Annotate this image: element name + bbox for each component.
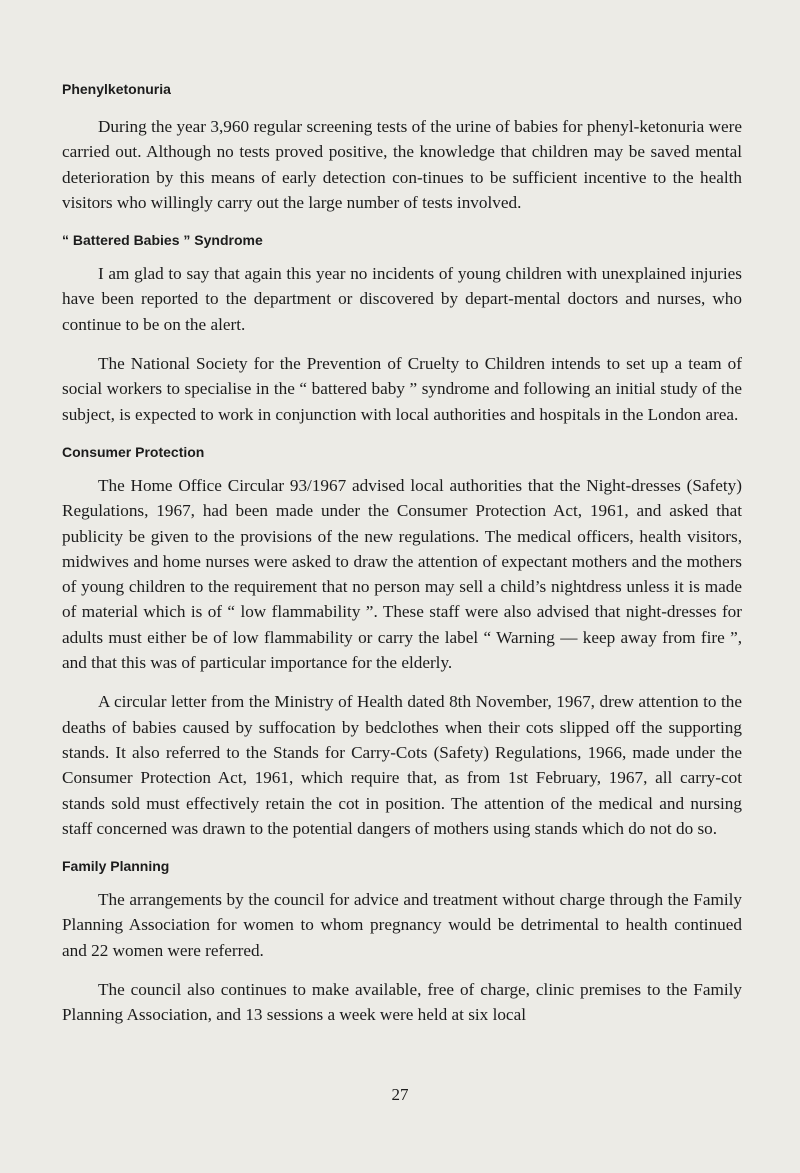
paragraph-family-planning-2: The council also continues to make available, free of charge, clinic premises to the Family Planning Association, and 13 sessions a week were held at six local	[62, 980, 742, 1025]
paragraph-phenylketonuria: During the year 3,960 regular screening tests of the urine of babies for phenyl-ketonuria were carried out. Although no tests proved positive, the knowledge that children may be saved mental deterioration by this means of early detection con-tinues to be sufficient incentive to the health visitors who willingly carry out the large number of tests involved.	[62, 117, 742, 212]
section-heading-family-planning: Family Planning	[62, 858, 170, 875]
paragraph-family-planning-1: The arrangements by the council for advice and treatment without charge through the Family Planning Association for women to whom pregnancy would be detrimental to health continued and 22 women were referred.	[62, 890, 742, 960]
section-heading-battered-babies: “ Battered Babies ” Syndrome	[62, 232, 263, 249]
paragraph-consumer-protection-1: The Home Office Circular 93/1967 advised local authorities that the Night-dresses (Safety) Regulations, 1967, had been made under the Consumer Protection Act, 1961, and asked that publicity be given to the provisions of the new regulations. The medical officers, health visitors, midwives and home nurses were asked to draw the attention of expectant mothers and the mothers of young children to the requirement that no person may sell a child’s nightdress unless it is made of material which is of “ low flammability ”. These staff were also advised that night-dresses for adults must either be of low flammability or carry the label “ Warning — keep away from fire ”, and that this was of particular importance for the elderly.	[62, 475, 742, 673]
section-heading-phenylketonuria: Phenylketonuria	[62, 81, 171, 97]
page-number: 27	[391, 1085, 409, 1104]
paragraph-battered-babies-2: The National Society for the Prevention of Cruelty to Children intends to set up a team of social workers to specialise in the “ battered baby ” syndrome and following an initial study of the subject, is expected to work in conjunction with local authorities and hospitals in the London area.	[62, 354, 742, 424]
paragraph-battered-babies-1: I am glad to say that again this year no incidents of young children with unexplained injuries have been reported to the department or discovered by depart-mental doctors and nurses, who continue to be on the alert.	[62, 264, 742, 334]
section-heading-consumer-protection: Consumer Protection	[62, 443, 205, 460]
paragraph-consumer-protection-2: A circular letter from the Ministry of Health dated 8th November, 1967, drew attention to the deaths of babies caused by suffocation by bedclothes when their cots slipped off the supporting stands. It also referred to the Stands for Carry-Cots (Safety) Regulations, 1966, made under the Consumer Protection Act, 1961, which require that, as from 1st February, 1967, all carry-cot stands sold must effectively retain the cot in position. The attention of the medical and nursing staff concerned was drawn to the potential dangers of mothers using stands which do not do so.	[62, 692, 742, 838]
